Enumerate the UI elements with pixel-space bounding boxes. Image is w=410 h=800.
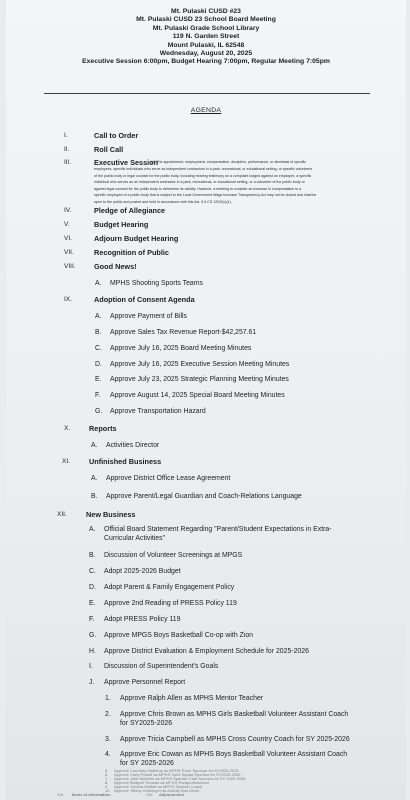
item-number: IV.: [64, 207, 72, 214]
executive-session-clause: [151, 159, 371, 166]
item-number: X.: [64, 425, 71, 432]
sub-letter: G.: [95, 408, 103, 415]
sub-letter: F.: [89, 616, 95, 623]
meeting-header: [46, 8, 366, 67]
sub-text: Approve District Office Lease Agreement: [106, 475, 231, 482]
sub-letter: H.: [89, 648, 96, 655]
personnel-number: 9.: [105, 784, 109, 789]
header-divider: [44, 93, 370, 94]
clause-line: specific employee of a public body that is subject to the Local Government Wage Increase Transparency Act may not be closed and shall be: [94, 193, 317, 198]
personnel-number: 3.: [105, 736, 111, 743]
item-number: IX.: [64, 296, 72, 303]
personnel-text: Approve Victoria Moffett as MPGS Speech Coach: [114, 784, 203, 789]
clause-line: against legal counsel for the public body to determine its validity. However, a meeting to consider an increase in compensation to a: [94, 186, 302, 191]
clause-line: of the public body or legal counsel for the public body, including hearing testimony on a complaint lodged against an employee, a specific: [94, 173, 312, 178]
clause-line: employees, specific individuals who serve as independent contractors in a park, recreational, or educational setting, or specific volunteers: [94, 167, 313, 171]
sub-letter: G.: [89, 632, 97, 639]
sub-text: Adopt Parent & Family Engagement Policy: [104, 584, 235, 591]
personnel-text: Approve Ralph Allen as MPHS Mentor Teacher: [120, 695, 264, 702]
item-title: Reports: [89, 424, 117, 433]
item-title: Adjournment: [159, 792, 184, 797]
sub-text: Approve District Evaluation & Employment Schedule for 2025-2026: [104, 648, 309, 655]
item-number: II.: [64, 146, 70, 153]
sub-letter: E.: [89, 600, 96, 607]
personnel-number: 4.: [105, 751, 111, 758]
item-number: III.: [64, 159, 72, 166]
item-title: Pledge of Allegiance: [94, 206, 166, 215]
sub-letter: C.: [95, 345, 102, 352]
sub-text: Approve MPGS Boys Basketball Co-op with Zion: [104, 632, 253, 639]
item-number: I.: [64, 132, 68, 139]
personnel-number: 5.: [105, 768, 109, 773]
agenda-document: [6, 0, 406, 800]
personnel-text: Approve Tiffany Kretzinger as Activity Bus Driver: [114, 788, 200, 793]
personnel-text: Approve Courtney Matheny as MPHS Prom Sponsor for SY2025-2026: [114, 768, 239, 773]
sub-text: Approve Personnel Report: [104, 679, 186, 686]
sub-letter: A.: [91, 442, 98, 449]
item-title: Adoption of Consent Agenda: [94, 295, 195, 304]
personnel-number: 10.: [105, 788, 111, 793]
personnel-number: 6.: [105, 772, 109, 777]
sub-text: Approve Transportation Hazard: [110, 408, 206, 415]
personnel-text: for SY2025-2026: [120, 720, 173, 727]
sub-letter: E.: [95, 376, 102, 383]
sub-letter: A.: [95, 313, 102, 320]
personnel-text: for SY 2025-2026: [120, 760, 174, 767]
sub-text: Activities Director: [106, 442, 160, 449]
personnel-number: 2.: [105, 711, 111, 718]
clause-line: open to the public and posted and held in accordance with this Act. 5 ILCS 120/2(c)(1).: [94, 199, 232, 204]
sub-letter: D.: [89, 584, 96, 591]
item-number: VI.: [64, 235, 72, 242]
sub-text: Approve Payment of Bills: [110, 313, 187, 320]
sub-letter: C.: [89, 568, 96, 575]
item-number: XII.: [57, 511, 67, 518]
sub-letter: J.: [89, 679, 95, 686]
item-number: VII.: [64, 249, 74, 256]
sub-letter: A.: [89, 526, 96, 533]
personnel-number: 7.: [105, 776, 109, 781]
item-number: VIII.: [64, 263, 76, 270]
item-title: Unfinished Business: [89, 457, 162, 466]
sub-text: Discussion of Superintendent's Goals: [104, 663, 219, 670]
sub-text: Approve Sales Tax Revenue Report-$42,257.61: [110, 329, 257, 336]
item-title: Roll Call: [94, 145, 124, 154]
sub-text: Adopt PRESS Policy 119: [104, 616, 181, 623]
item-number: XIII.: [57, 792, 65, 797]
district-name: Mt. Pulaski CUSD #23: [171, 8, 241, 15]
item-title: Adjourn Budget Hearing: [94, 234, 179, 243]
meeting-location: Mt. Pulaski Grade School Library: [152, 24, 260, 32]
sub-text: Approve July 23, 2025 Strategic Planning Meeting Minutes: [110, 376, 289, 383]
meeting-date: Wednesday, August 20, 2025: [159, 50, 253, 58]
item-title: Items of Information: [72, 792, 111, 797]
item-title: Executive Session: [94, 158, 159, 167]
item-title: New Business: [86, 510, 136, 519]
personnel-text: Approve Eric Cowan as MPHS Boys Basketball Volunteer Assistant Coach: [120, 751, 348, 758]
sub-text: Adopt 2025-2026 Budget: [104, 568, 181, 575]
sub-letter: A.: [95, 280, 102, 287]
sub-text: Discussion of Volunteer Screenings at MPGS: [104, 552, 243, 559]
sub-letter: B.: [89, 552, 96, 559]
item-title: Recognition of Public: [94, 248, 169, 257]
meeting-name: Mt. Pulaski CUSD 23 School Board Meeting: [136, 16, 276, 24]
item-title: Good News!: [94, 262, 137, 271]
item-title: Budget Hearing: [94, 220, 149, 229]
clause-line: (1) The appointment, employment, compensation, discipline, performance, or dismissal of specific: [151, 160, 307, 164]
item-number: XIV.: [146, 792, 154, 797]
sub-letter: I.: [89, 663, 93, 670]
meeting-times: Executive Session 6:00pm, Budget Hearing 7:00pm, Regular Meeting 7:05pm: [82, 58, 330, 66]
personnel-text: Approve Tricia Campbell as MPHS Cross Country Coach for SY 2025-2026: [120, 736, 350, 743]
personnel-text: Approve Carly Powell as MPHS Spirit Squad Sponsor for SY2025-2026: [114, 772, 241, 777]
sub-letter: D.: [95, 361, 102, 368]
sub-text: Approve 2nd Reading of PRESS Policy 119: [104, 600, 237, 607]
sub-text: MPHS Shooting Sports Teams: [110, 280, 203, 287]
sub-text: Approve July 16, 2025 Executive Session Meeting Minutes: [110, 361, 290, 368]
agenda-heading: AGENDA: [190, 107, 222, 114]
personnel-number: 8.: [105, 780, 109, 785]
sub-letter: F.: [95, 392, 101, 399]
item-title: Call to Order: [94, 131, 139, 140]
executive-session-clause-body: [94, 166, 370, 206]
sub-text: Curricular Activities": [104, 535, 166, 542]
clause-line: individual who serves as an independent contractor in a park, recreational, or educational setting, or a volunteer of the public body or: [94, 180, 305, 185]
sub-letter: B.: [91, 493, 98, 500]
personnel-text: Approve Julie Wubben as MPHS Spanish Club Sponsor for SY 2025-2026: [114, 776, 246, 781]
street-address: 119 N. Garden Street: [172, 33, 240, 41]
sub-text: Approve July 16, 2025 Board Meeting Minutes: [110, 345, 252, 352]
sub-text: Approve August 14, 2025 Special Board Meeting Minutes: [110, 392, 285, 399]
sub-letter: A.: [91, 475, 98, 482]
item-number: XI.: [62, 458, 70, 465]
sub-text: Official Board Statement Regarding "Parent/Student Expectations in Extra-: [104, 526, 332, 533]
item-number: V.: [64, 221, 70, 228]
sub-text: Approve Parent/Legal Guardian and Coach-Relations Language: [106, 493, 302, 500]
city-state-zip: Mount Pulaski, IL 62548: [167, 41, 245, 49]
personnel-number: 1.: [105, 695, 111, 702]
personnel-text: Approve Chris Brown as MPHS Girls Basketball Volunteer Assistant Coach: [120, 711, 349, 718]
personnel-text: Approve Bridgett Thomas as MPGS Paraprofessional: [114, 780, 209, 785]
sub-letter: B.: [95, 329, 102, 336]
